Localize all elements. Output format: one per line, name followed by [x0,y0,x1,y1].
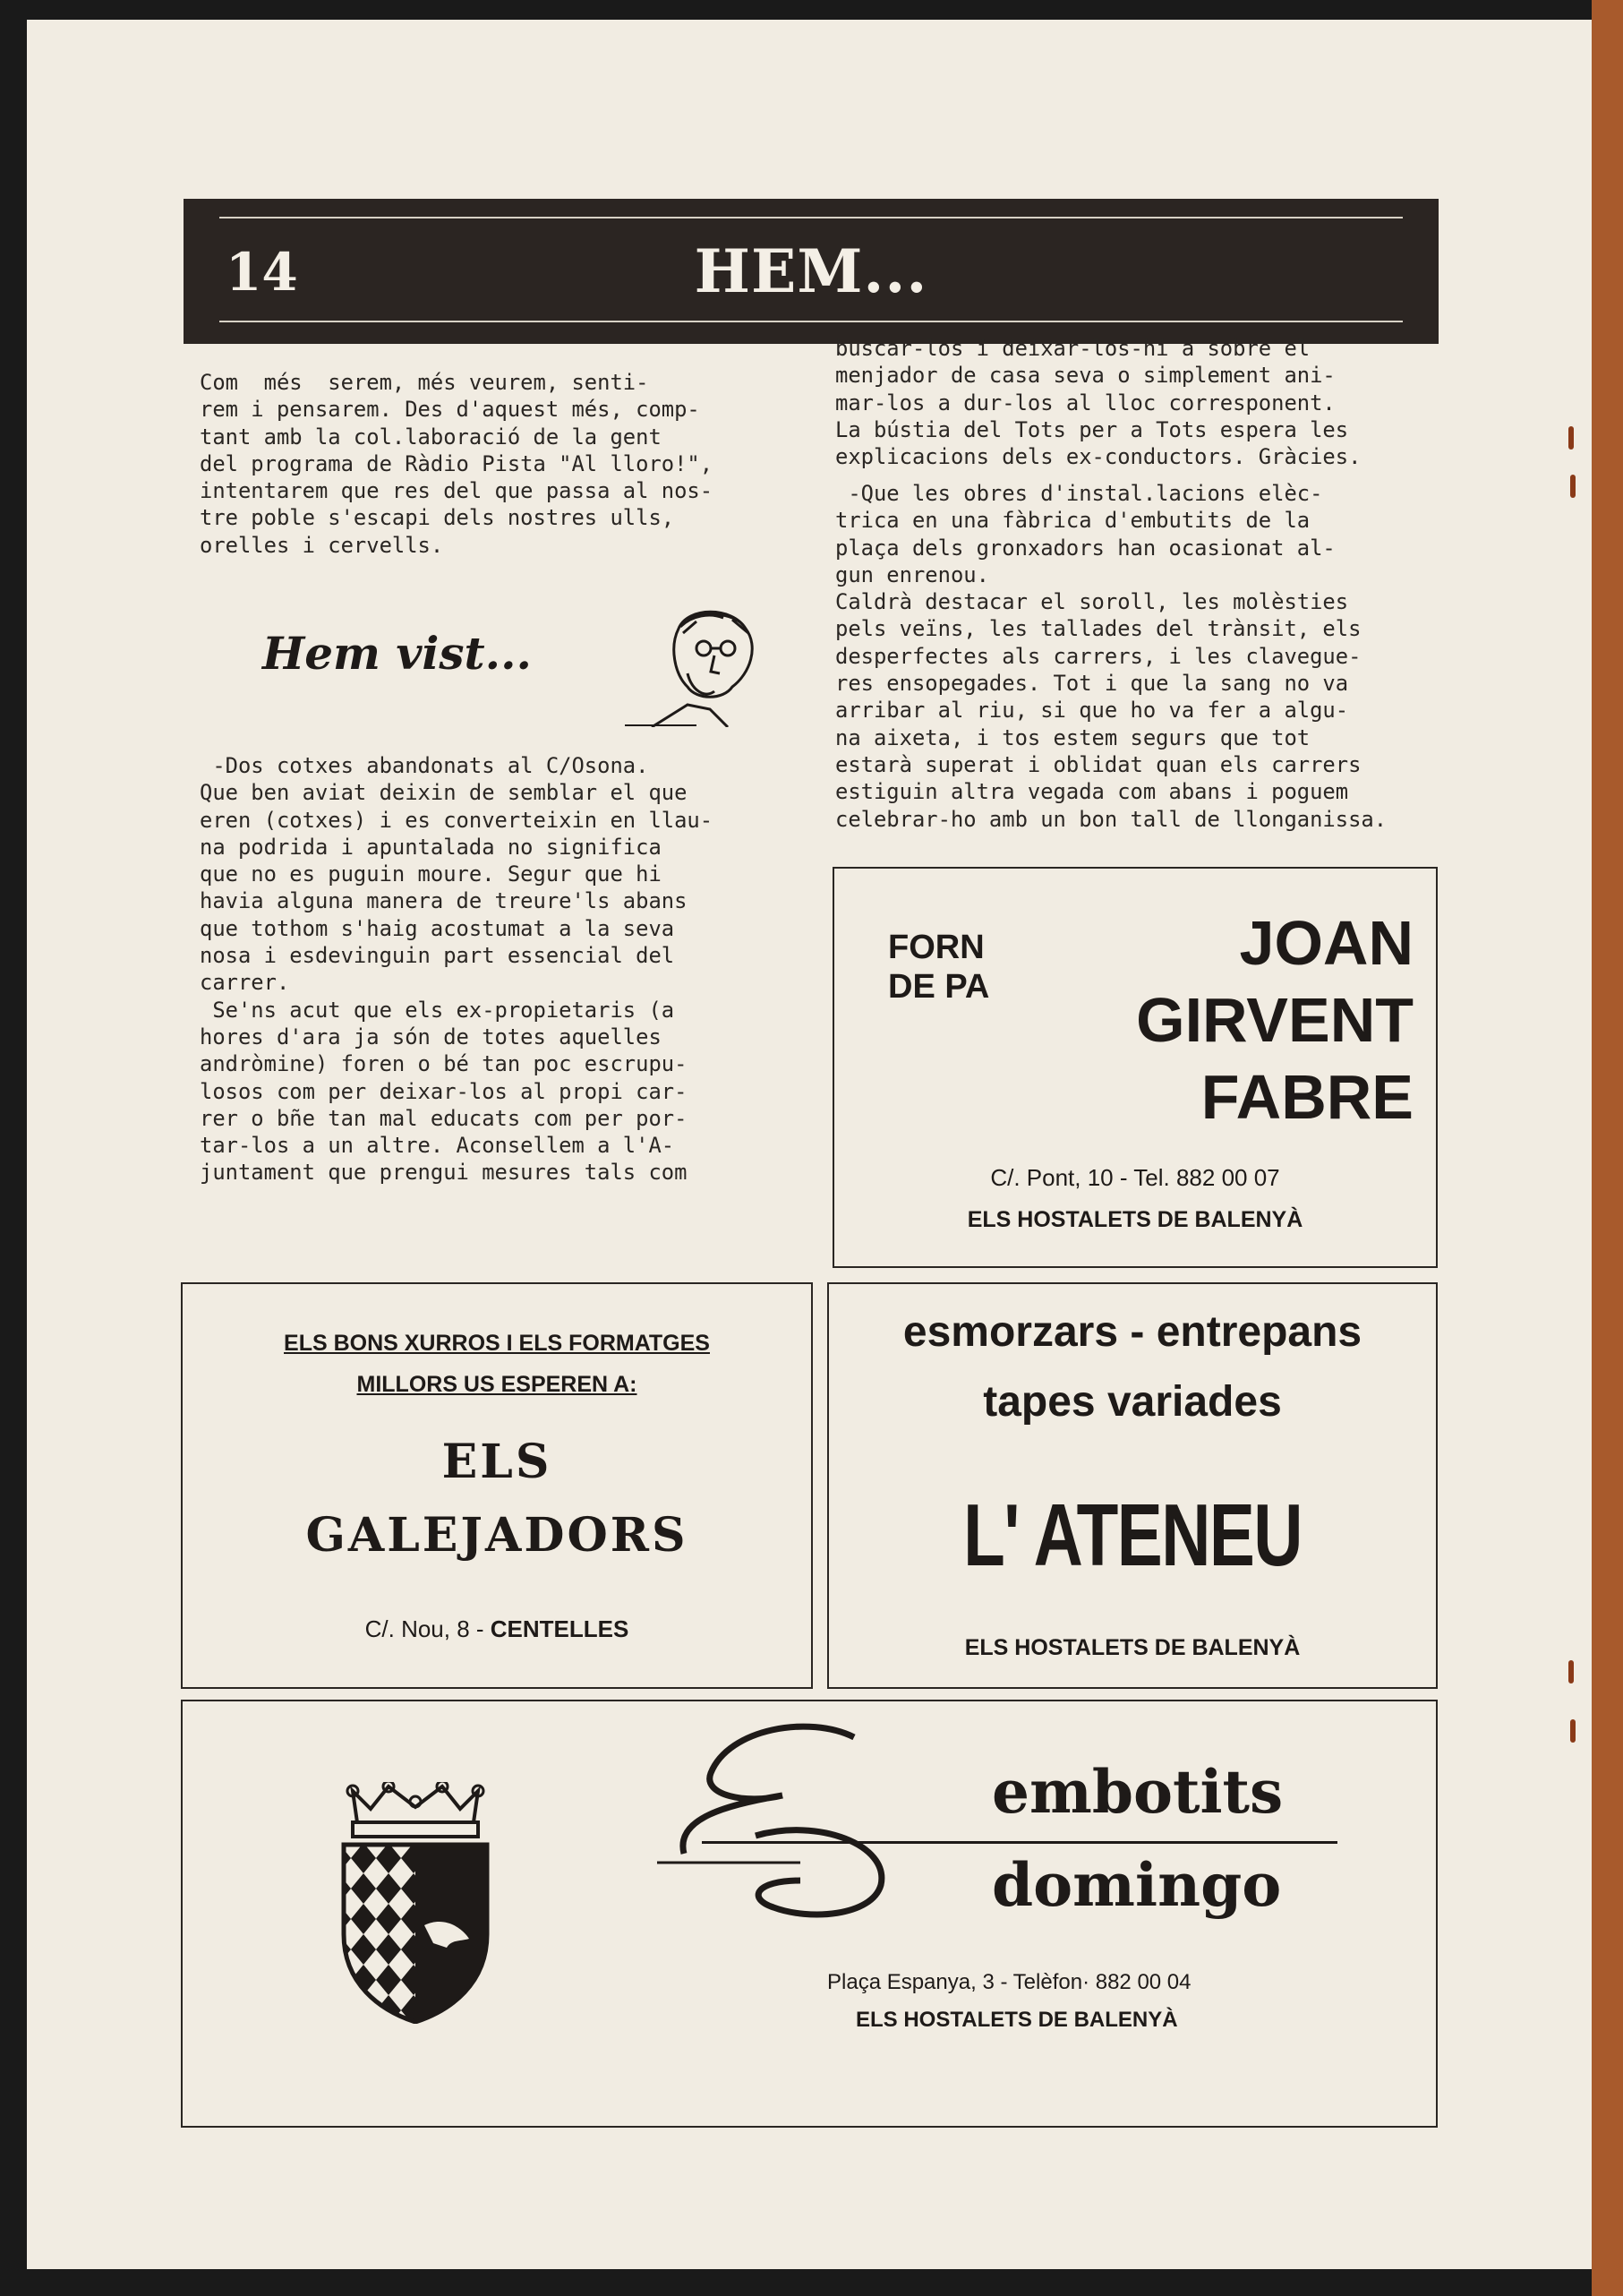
ad-galejadors-address [183,1615,811,1643]
ad-embotits-domingo [181,1700,1438,2128]
text-line: gun enrenou. [835,561,989,587]
ad-embotits-name-2: domingo [992,1850,1282,1920]
text-line: hores d'ara ja són de totes aquelles [200,1024,662,1049]
text-line: Com més serem, més veurem, senti- [200,370,649,395]
text-line: tant amb la col.laboració de la gent [200,424,662,450]
ad-ateneu-line-1: esmorzars - entrepans [902,1308,1362,1356]
text-line: rem i pensarem. Des d'aquest més, comp- [200,397,700,423]
text-line: trica en una fàbrica d'embutits de la [835,508,1311,534]
text-line: rer o bñe tan mal educats com per por- [200,1105,688,1131]
text-line: havia alguna manera de treure'ls abans [200,888,688,914]
staple-mark [1570,1719,1576,1743]
section-title: HEM... [694,236,928,306]
text-line: La bústia del Tots per a Tots espera les [835,416,1349,442]
text-line: tre poble s'escapi dels nostres ulls, [200,505,675,531]
text-line: que tothom s'haig acostumat a la seva [200,915,675,941]
text-line: Que ben aviat deixin de semblar el que [200,780,688,806]
text-line: Caldrà destacar el soroll, les molèsties [835,589,1349,615]
text-line: del programa de Ràdio Pista "Al lloro!", [200,450,713,476]
coat-of-arms-icon [326,1782,505,2024]
ad-forn-label [888,928,989,1007]
staple-mark [1570,475,1576,498]
text-line: eren (cotxes) i es converteixin en llau- [200,807,713,833]
magazine-page [27,20,1592,2269]
text-line: nosa i esdevinguin part essencial del [200,943,675,969]
text-line: estiguin altra vegada com abans i poguem [835,779,1349,805]
text-line: estarà superat i oblidat quan els carrers [835,751,1362,777]
text-line: buscar-los i deixar-los-hi a sobre el [835,336,1311,361]
text-line: plaça dels gronxadors han ocasionat al- [835,535,1336,561]
text-line: res ensopegades. Tot i que la sang no va [835,671,1349,697]
text-line: carrer. [200,970,290,996]
ad-galejadors-line-2: MILLORS US ESPEREN A: [356,1372,637,1397]
text-line: andròmine) foren o bé tan poc escrupu- [200,1051,688,1077]
section-header [184,199,1439,344]
ad-forn-address: C/. Pont, 10 - Tel. 882 00 07 [990,1164,1280,1191]
article-electrical-works [835,480,1387,833]
ad-embotits-town: ELS HOSTALETS DE BALENYÀ [856,2008,1178,2032]
ad-embotits-divider [702,1841,1337,1844]
ad-galejadors-name-2: GALEJADORS [305,1508,688,1563]
text-line: na aixeta, i tos estem segurs que tot [835,724,1311,750]
text-line: desperfectes als carrers, i les clavegue- [835,643,1362,669]
text-line: Se'ns acut que els ex-propietaris (a [200,997,675,1023]
ad-forn-name-1: JOAN [1239,908,1414,978]
ad-forn-joan-girvent [833,867,1438,1268]
ad-galejadors-town: CENTELLES [490,1615,629,1642]
embotits-logo-icon [657,1719,944,1925]
text-line: -Dos cotxes abandonats al C/Osona. [200,753,649,778]
text-line: intentarem que res del que passa al nos- [200,478,713,504]
text-line: que no es puguin moure. Segur que hi [200,861,662,887]
header-rule-top [219,217,1403,218]
ad-l-ateneu [827,1282,1438,1689]
text-line: pels veïns, les tallades del trànsit, els [835,616,1362,642]
ad-forn-label-2: DE PA [888,968,990,1006]
text-line: arribar al riu, si que ho va fer a algu- [835,698,1349,724]
hem-vist-heading: Hem vist... [262,627,532,680]
ad-ateneu-town: ELS HOSTALETS DE BALENYÀ [964,1635,1301,1660]
article-abandoned-cars [200,752,713,1187]
binding-edge [1592,0,1623,2296]
intro-paragraph [200,369,713,559]
caricature-illustration [625,602,768,727]
text-line: tar-los a un altre. Aconsellem a l'A- [200,1133,675,1159]
staple-mark [1568,426,1574,450]
article-continuation [835,335,1361,470]
scan-top-border [0,0,1623,20]
text-line: juntament que prengui mesures tals com [200,1160,688,1186]
ad-ateneu-line-2: tapes variades [983,1378,1282,1426]
text-line: explicacions dels ex-conductors. Gràcies. [835,444,1362,470]
ad-forn-name [1136,904,1414,1135]
page-number: 14 [226,242,298,303]
text-line: menjador de casa seva o simplement ani- [835,363,1336,389]
ad-forn-town: ELS HOSTALETS DE BALENYÀ [967,1207,1303,1232]
staple-mark [1568,1660,1574,1683]
text-line: orelles i cervells. [200,532,444,558]
ad-forn-name-3: FABRE [1200,1062,1414,1132]
text-line: mar-los a dur-los al lloc corresponent. [835,390,1336,416]
text-line: celebrar-ho amb un bon tall de llonganissa. [835,806,1388,832]
text-line: losos com per deixar-los al propi car- [200,1078,688,1104]
ad-galejadors-name-1: ELS [441,1435,552,1489]
ad-embotits-address: Plaça Espanya, 3 - Telèfon· 882 00 04 [827,1970,1192,1994]
ad-els-galejadors [181,1282,813,1689]
header-rule-bottom [219,321,1403,322]
text-line: na podrida i apuntalada no significa [200,834,662,860]
ad-galejadors-street: C/. Nou, 8 - [364,1615,491,1642]
ad-ateneu-name: L' ATENEU [963,1486,1302,1584]
text-line: -Que les obres d'instal.lacions elèc- [835,481,1323,506]
ad-forn-name-2: GIRVENT [1136,985,1414,1055]
ad-forn-label-1: FORN [888,929,985,966]
ad-galejadors-line-1: ELS BONS XURROS I ELS FORMATGES [284,1331,710,1356]
ad-embotits-name-1: embotits [992,1757,1284,1827]
